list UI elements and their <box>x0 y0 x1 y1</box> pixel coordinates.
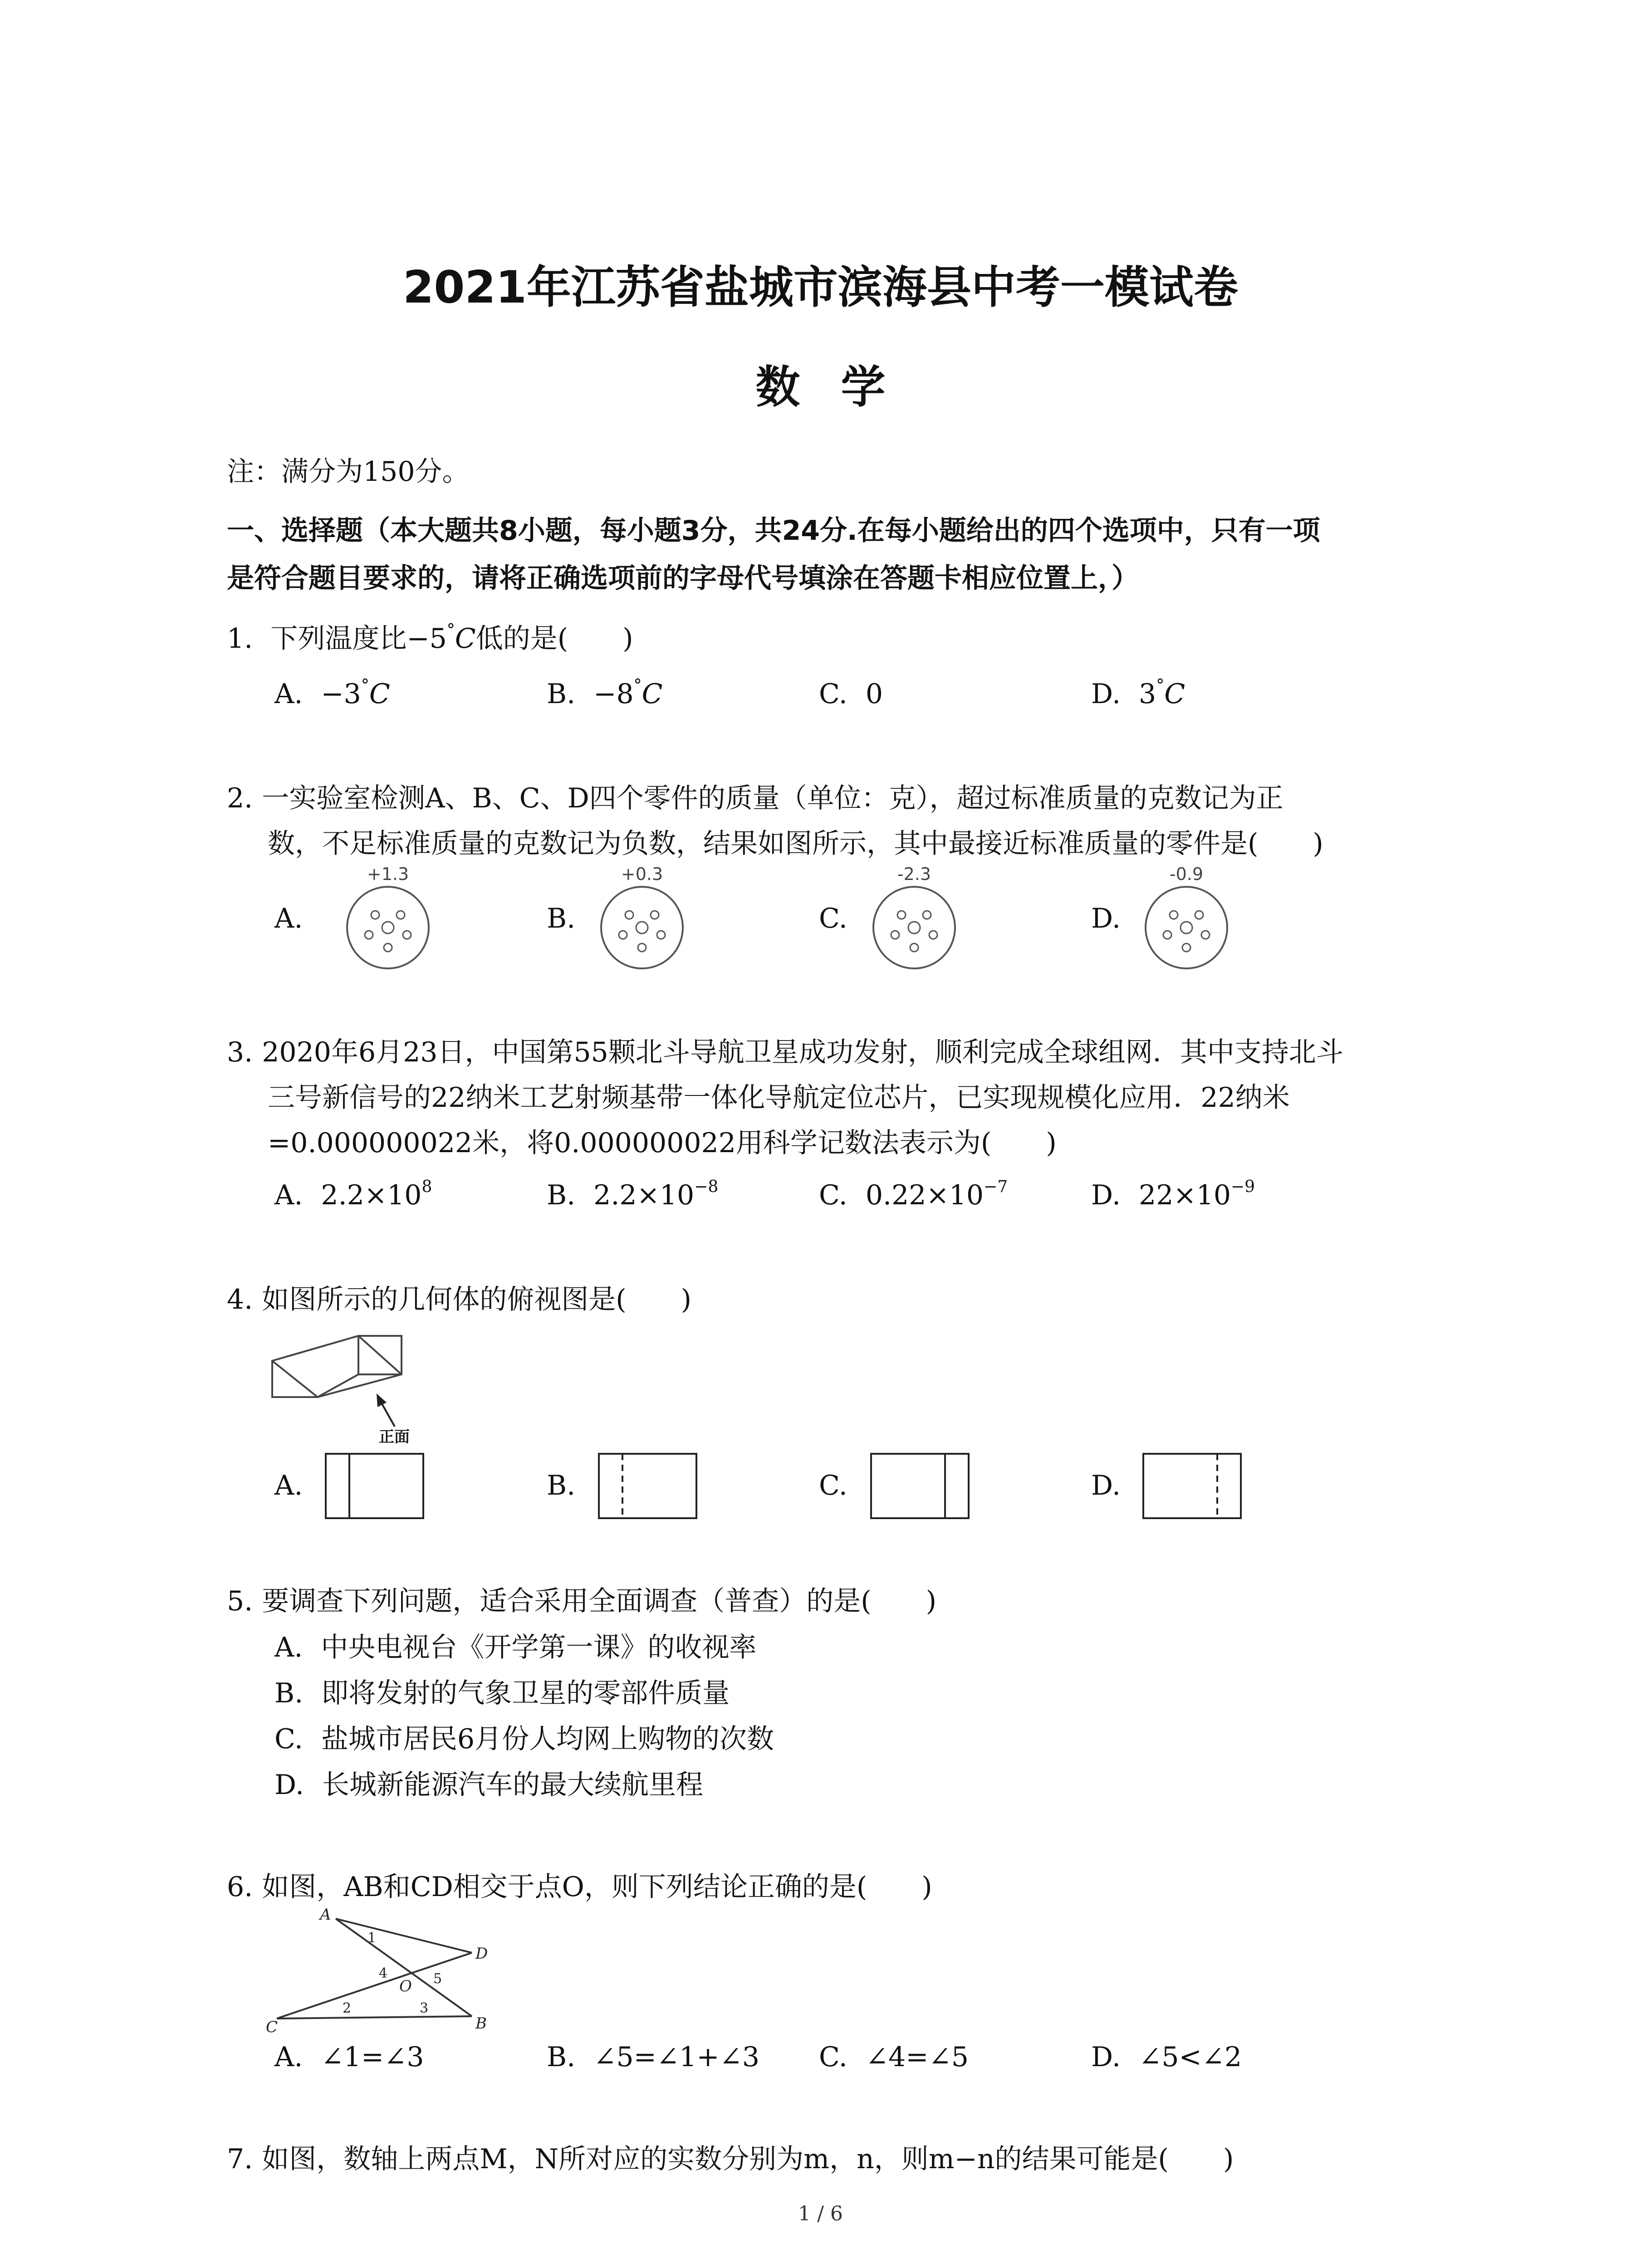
angle-3-label: 3 <box>420 2000 429 2016</box>
exam-title: 2021年江苏省盐城市滨海县中考一模试卷 <box>403 262 1238 313</box>
question-2-line2: 数，不足标准质量的克数记为负数，结果如图所示，其中最接近标准质量的零件是( ) <box>268 828 1323 860</box>
page-number: 1 / 6 <box>798 2202 843 2225</box>
question-1-stem: 1. 下列温度比−5°C低的是( ) <box>227 621 633 655</box>
question-4-option-d[interactable]: D. <box>1091 1470 1121 1501</box>
question-2-option-d[interactable]: D. <box>1091 903 1121 934</box>
question-3-line1: 3. 2020年6月23日，中国第55颗北斗导航卫星成功发射，顺利完成全球组网．其中支持北斗 <box>227 1036 1343 1068</box>
front-label: 正面 <box>379 1428 410 1446</box>
question-6-option-c[interactable]: C. ∠4=∠5 <box>819 2041 969 2073</box>
question-4-stem: 4. 如图所示的几何体的俯视图是( ) <box>227 1284 692 1315</box>
question-6-option-d[interactable]: D. ∠5<∠2 <box>1091 2041 1242 2073</box>
question-2-option-b[interactable]: B. <box>547 903 576 934</box>
point-b-label: B <box>475 2014 487 2033</box>
part-b-label: +0.3 <box>621 864 663 884</box>
question-5-option-d[interactable]: D. 长城新能源汽车的最大续航里程 <box>274 1769 704 1801</box>
question-3-line2: 三号新信号的22纳米工艺射频基带一体化导航定位芯片，已实现规模化应用．22纳米 <box>268 1082 1290 1114</box>
question-1-option-a[interactable]: A. −3°C <box>274 676 390 710</box>
subject-title: 数学 <box>755 362 926 413</box>
part-d-label: -0.9 <box>1169 864 1204 884</box>
question-1-option-d[interactable]: D. 3°C <box>1091 676 1185 710</box>
score-note: 注：满分为150分。 <box>227 456 470 488</box>
question-5-option-c[interactable]: C. 盐城市居民6月份人均网上购物的次数 <box>274 1723 774 1755</box>
angle-4-label: 4 <box>379 1965 388 1981</box>
angle-5-label: 5 <box>433 1971 442 1987</box>
question-6-option-b[interactable]: B. ∠5=∠1+∠3 <box>547 2041 760 2073</box>
question-3-line3: =0.000000022米，将0.000000022用科学记数法表示为( ) <box>268 1127 1057 1159</box>
question-4-option-a[interactable]: A. <box>274 1470 303 1501</box>
part-c-label: -2.3 <box>897 864 931 884</box>
question-3-option-a[interactable]: A. $2.2\times 10^8$ <box>274 1178 432 1211</box>
question-6-stem: 6. 如图，AB和CD相交于点O，则下列结论正确的是( ) <box>227 1871 932 1903</box>
question-5-stem: 5. 要调查下列问题，适合采用全面调查（普查）的是( ) <box>227 1585 937 1617</box>
question-5-option-b[interactable]: B. 即将发射的气象卫星的零部件质量 <box>274 1677 730 1709</box>
question-7-stem: 7. 如图，数轴上两点M，N所对应的实数分别为m，n，则m−n的结果可能是( ) <box>227 2143 1234 2175</box>
angle-2-label: 2 <box>343 2000 352 2016</box>
point-a-label: A <box>320 1906 331 1924</box>
section-heading-line2: 是符合题目要求的，请将正确选项前的字母代号填涂在答题卡相应位置上，） <box>227 562 1139 594</box>
section-heading-line1: 一、选择题（本大题共8小题，每小题3分，共24分.在每小题给出的四个选项中，只有一项 <box>227 515 1320 547</box>
part-a-label: +1.3 <box>367 864 409 884</box>
question-3-option-c[interactable]: C. $0.22\times 10^{-7}$ <box>819 1178 1008 1211</box>
question-6-option-a[interactable]: A. ∠1=∠3 <box>274 2041 424 2073</box>
point-o-label: O <box>399 1977 412 1995</box>
point-c-label: C <box>266 2018 278 2036</box>
question-number: 1. <box>227 623 253 655</box>
question-3-option-d[interactable]: D. $22\times 10^{-9}$ <box>1091 1178 1255 1211</box>
angle-1-label: 1 <box>367 1930 377 1946</box>
question-2-line1: 2. 一实验室检测A、B、C、D四个零件的质量（单位：克），超过标准质量的克数记为正 <box>227 782 1283 814</box>
point-d-label: D <box>475 1945 488 1963</box>
question-5-option-a[interactable]: A. 中央电视台《开学第一课》的收视率 <box>274 1632 757 1663</box>
question-4-option-c[interactable]: C. <box>819 1470 847 1501</box>
question-1-option-b[interactable]: B. −8°C <box>547 676 663 710</box>
question-3-option-b[interactable]: B. $2.2\times 10^{-8}$ <box>547 1178 719 1211</box>
question-4-option-b[interactable]: B. <box>547 1470 576 1501</box>
question-2-option-c[interactable]: C. <box>819 903 847 934</box>
question-1-option-c[interactable]: C. 0 <box>819 678 883 710</box>
question-2-option-a[interactable]: A. <box>274 903 303 934</box>
